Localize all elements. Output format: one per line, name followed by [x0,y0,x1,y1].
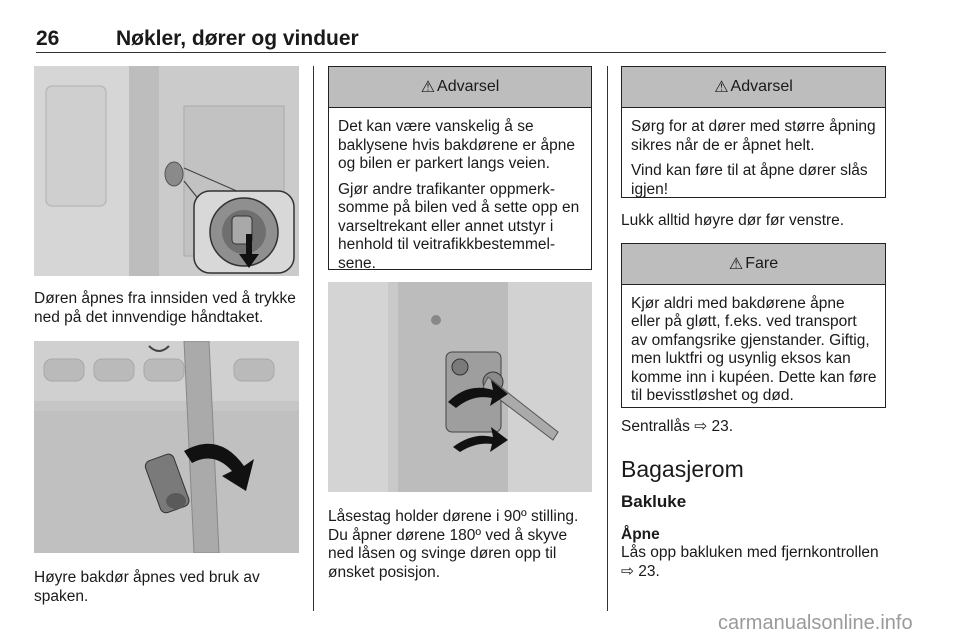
danger-box [621,243,886,408]
warning-header [622,67,885,108]
warning-icon: ⚠ [420,79,436,96]
column-left [34,66,299,606]
column-divider [313,66,314,611]
column-middle [328,66,592,582]
warning-icon: ⚠ [714,79,729,96]
body-text: Lås opp bakluken med fjernkontrollen ⇨ 23. [621,544,879,580]
warning-text: Gjør andre trafikanter oppmerk-somme på bilen ved å sette opp en varseltrekant eller annet utstyr i henhold til veitrafikkbestemmel-sene. [338,180,580,272]
figure-rear-door-lever [34,341,299,553]
cross-reference-text: Sentrallås ⇨ 23. [621,417,734,435]
minor-heading: Åpne [621,526,660,543]
subsection-heading: Bakluke [621,492,687,511]
page-header [36,26,886,53]
section-heading: Bagasjerom [621,456,744,482]
warning-text: Sørg for at dører med større åpning sikres når de er åpnet helt. [631,118,876,154]
body-text: Lukk alltid høyre dør før venstre. [621,212,845,229]
danger-header [622,244,885,285]
caption-inside-handle: Døren åpnes fra innsiden ved å trykke ned på det innvendige håndtaket. [34,290,296,326]
warning-text: Det kan være vanskelig å se baklysene hvis bakdørene er åpne og bilen er parkert langs veien. [338,118,575,172]
caption-rear-door-lever: Høyre bakdør åpnes ved bruk av spaken. [34,569,260,605]
warning-box [621,66,886,198]
page-number: 26 [36,27,60,50]
page-title: Nøkler, dører og vinduer [116,27,359,50]
watermark: carmanualsonline.info [718,612,913,634]
caption-check-strap: Låsestag holder dørene i 90º stilling. Du åpner dørene 180º ved å skyve ned låsen og svinge døren opp til ønsket posisjon. [328,508,579,581]
warning-header [329,67,591,108]
danger-title: Fare [745,254,779,272]
figure-door-check-strap [328,282,592,492]
danger-icon: ⚠ [728,255,744,273]
warning-title: Advarsel [730,78,793,95]
danger-text: Kjør aldri med bakdørene åpne eller på gløtt, f.eks. ved transport av omfangsrike gjenstander. Giftig, men luktfri og usynlig eksos kan komme inn i kupéen. Dette kan føre til bevisstløshet og død. [631,294,877,404]
warning-box [328,66,592,270]
figure-door-handle-inside [34,66,299,276]
warning-text: Vind kan føre til at åpne dører slås igjen! [631,162,868,198]
column-right [621,66,886,581]
column-divider [607,66,608,611]
warning-title: Advarsel [437,78,500,95]
